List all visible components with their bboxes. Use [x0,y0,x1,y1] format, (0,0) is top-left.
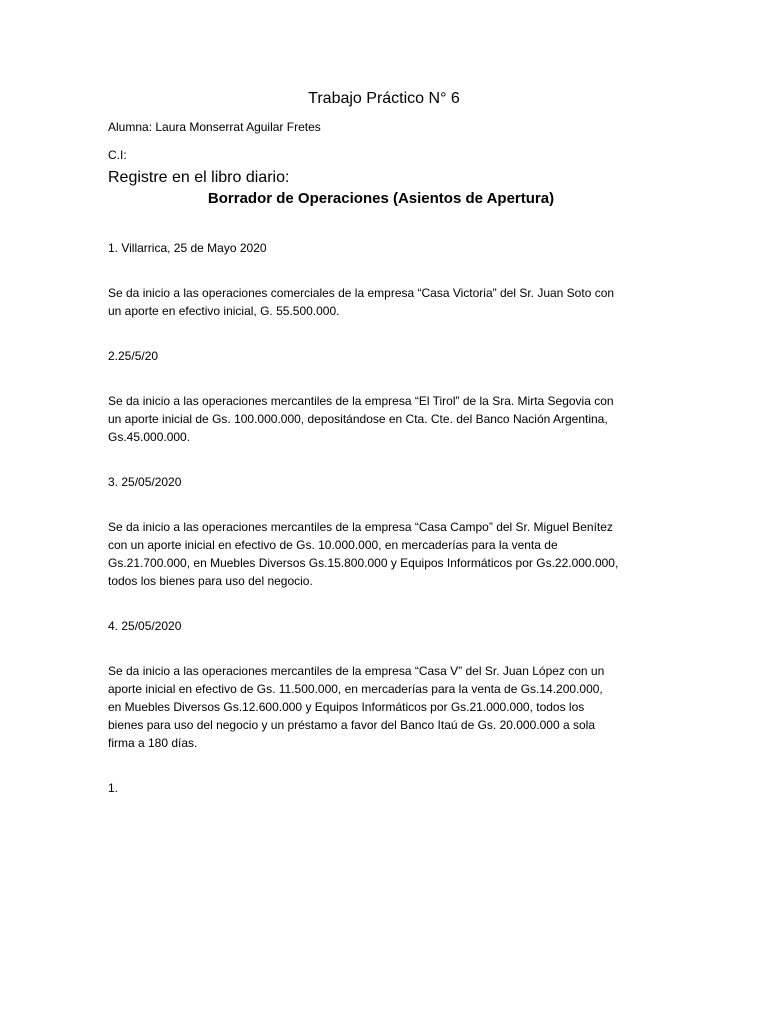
entry-3-line-4: todos los bienes para uso del negocio. [108,574,313,588]
entry-2-line-1: Se da inicio a las operaciones mercantiles de la empresa “El Tirol” de la Sra. Mirta Segovia con [108,394,614,408]
entry-4-header: 4. 25/05/2020 [108,619,182,633]
entry-4-line-3: en Muebles Diversos Gs.12.600.000 y Equipos Informáticos por Gs.21.000.000, todos los [108,700,585,714]
entry-1-paragraph [108,284,668,320]
entry-3-line-2: con un aporte inicial en efectivo de Gs. 10.000.000, en mercaderías para la venta de [108,538,558,552]
instruction-text: Registre en el libro diario: [108,169,290,186]
document-subtitle: Borrador de Operaciones (Asientos de Apertura) [207,190,555,207]
entry-3-header: 3. 25/05/2020 [108,475,182,489]
entry-2-line-3: Gs.45.000.000. [108,430,191,444]
entry-1-line-1: Se da inicio a las operaciones comerciales de la empresa “Casa Victoria” del Sr. Juan Soto con [108,286,615,300]
trailing-list-marker: 1. [108,781,119,795]
entry-4-line-1: Se da inicio a las operaciones mercantiles de la empresa “Casa V” del Sr. Juan López con un [108,664,605,678]
entry-3-line-1: Se da inicio a las operaciones mercantiles de la empresa “Casa Campo” del Sr. Miguel Benítez [108,520,613,534]
entry-4-line-5: firma a 180 días. [108,736,198,750]
entry-3-line-3: Gs.21.700.000, en Muebles Diversos Gs.15.800.000 y Equipos Informáticos por Gs.22.000.000, [108,556,619,570]
entry-4-paragraph [108,662,668,752]
entry-2-paragraph [108,392,668,446]
entry-2-line-2: un aporte inicial de Gs. 100.000.000, depositándose en Cta. Cte. del Banco Nación Argentina, [108,412,608,426]
ci-line: C.I: [108,148,127,162]
entry-1-header: 1. Villarrica, 25 de Mayo 2020 [108,241,267,255]
student-name-line: Alumna: Laura Monserrat Aguilar Fretes [108,120,321,134]
entry-3-paragraph [108,518,668,590]
entry-4-line-4: bienes para uso del negocio y un préstamo a favor del Banco Itaú de Gs. 20.000.000 a sola [108,718,595,732]
document-title: Trabajo Práctico N° 6 [308,90,460,107]
entry-4-line-2: aporte inicial en efectivo de Gs. 11.500.000, en mercaderías para la venta de Gs.14.200.000, [108,682,603,696]
entry-1-line-2: un aporte en efectivo inicial, G. 55.500.000. [108,304,340,318]
entry-2-header: 2.25/5/20 [108,349,159,363]
